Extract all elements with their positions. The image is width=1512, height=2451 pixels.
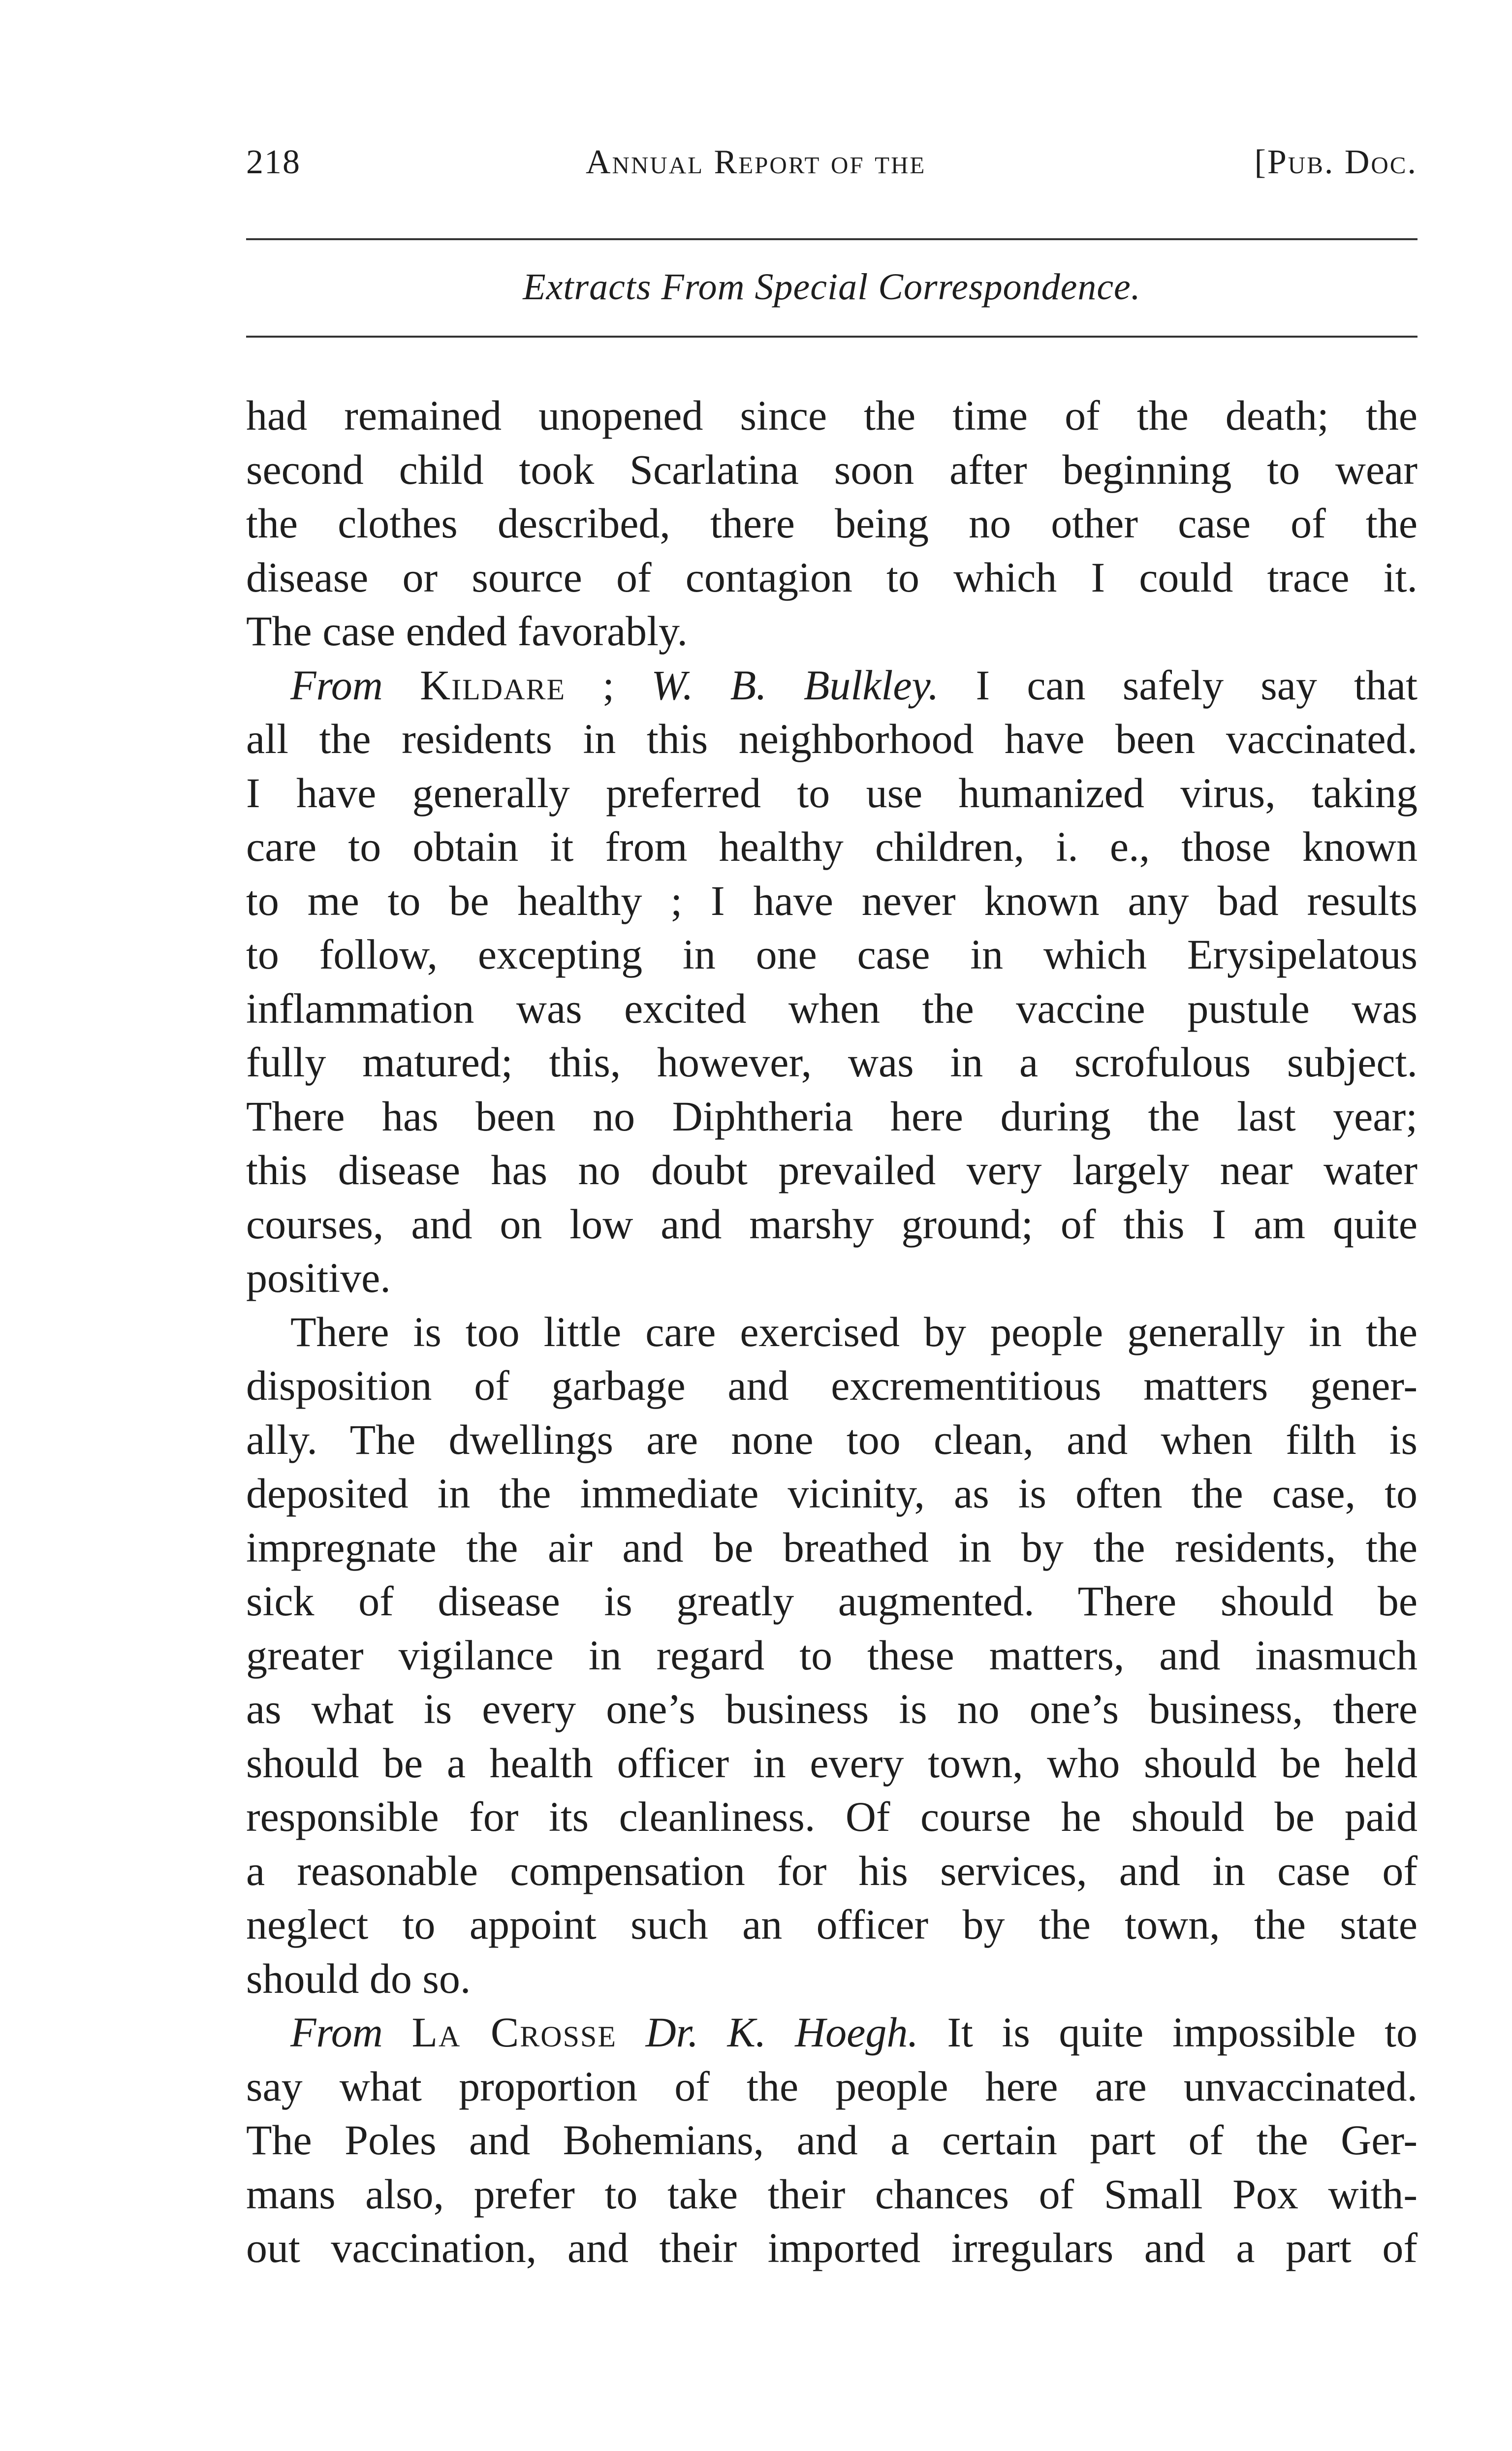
- text-line: There has been no Diphtheria here during the last year;: [246, 1092, 1418, 1140]
- text-line: responsible for its cleanliness. Of course he should be paid: [246, 1793, 1418, 1840]
- text-line: to me to be healthy ; I have never known any bad results: [246, 877, 1418, 924]
- text-line: positive.: [246, 1254, 391, 1301]
- text-line: impregnate the air and be breathed in by the residents, the: [246, 1523, 1418, 1571]
- running-header: [246, 143, 1418, 197]
- text-line: courses, and on low and marshy ground; of this I am quite: [246, 1200, 1418, 1248]
- text-line: I have generally preferred to use humanized virus, taking: [246, 769, 1418, 817]
- header-rule-top: [246, 238, 1418, 240]
- text-line: had remained unopened since the time of the death; the: [246, 392, 1418, 439]
- text-line: to follow, excepting in one case in which Erysipelatous: [246, 931, 1418, 978]
- text-line-lead: [246, 2006, 1418, 2060]
- text-line: fully matured; this, however, was in a scrofulous subject.: [246, 1038, 1418, 1086]
- text-line: out vaccination, and their imported irregulars and a part of: [246, 2224, 1418, 2271]
- page-number: 218: [246, 143, 301, 181]
- place-name: Kildare: [420, 661, 566, 709]
- text-line: disease or source of contagion to which I could trace it.: [246, 553, 1418, 601]
- text-line: disposition of garbage and excrementitious matters gener-: [246, 1362, 1418, 1409]
- lead-rest: I can safely say that: [939, 661, 1418, 709]
- text-line: The Poles and Bohemians, and a certain part of the Ger-: [246, 2116, 1418, 2164]
- text-line: as what is every one’s business is no one’s business, there: [246, 1685, 1418, 1732]
- text-line-lead: [246, 659, 1418, 713]
- header-rule-bottom: [246, 336, 1418, 338]
- from-word: From: [290, 2009, 383, 2056]
- text-line: this disease has no doubt prevailed very largely near water: [246, 1146, 1418, 1194]
- text-line: a reasonable compensation for his services, and in case of: [246, 1847, 1418, 1894]
- text-line: inflammation was excited when the vaccine pustule was: [246, 984, 1418, 1032]
- text-line: care to obtain it from healthy children, i. e., those known: [246, 823, 1418, 870]
- text-line: The case ended favorably.: [246, 607, 688, 655]
- text-line: say what proportion of the people here are unvaccinated.: [246, 2062, 1418, 2110]
- text-line: mans also, prefer to take their chances of Small Pox with-: [246, 2170, 1418, 2218]
- text-line: greater vigilance in regard to these matters, and inasmuch: [246, 1631, 1418, 1679]
- text-line: There is too little care exercised by people generally in the: [290, 1308, 1418, 1355]
- paragraph-sanitation: [246, 1305, 1418, 2006]
- from-word: From: [290, 661, 383, 709]
- text-line: sick of disease is greatly augmented. There should be: [246, 1577, 1418, 1625]
- place-separator: [617, 2009, 646, 2056]
- paragraph-1: [246, 389, 1418, 659]
- text-line: neglect to appoint such an officer by the town, the state: [246, 1901, 1418, 1948]
- text-line: all the residents in this neighborhood have been vaccinated.: [246, 715, 1418, 762]
- section-heading: Extracts From Special Correspondence.: [523, 266, 1141, 308]
- lead-rest: It is quite impossible to: [918, 2009, 1418, 2056]
- place-separator: ;: [566, 661, 652, 709]
- paragraph-la-crosse: [246, 2006, 1418, 2275]
- correspondent-name: W. B. Bulkley.: [651, 661, 939, 709]
- doc-tag: [Pub. Doc.: [1254, 143, 1418, 181]
- paragraph-kildare: [246, 659, 1418, 1305]
- running-title: Annual Report of the: [586, 143, 926, 181]
- text-line: deposited in the immediate vicinity, as is often the case, to: [246, 1470, 1418, 1517]
- place-name: La Crosse: [411, 2009, 617, 2056]
- body-text: [246, 389, 1418, 2275]
- text-line: should do so.: [246, 1954, 471, 2002]
- text-line: should be a health officer in every town, who should be held: [246, 1739, 1418, 1787]
- text-line: the clothes described, there being no other case of the: [246, 500, 1418, 547]
- text-line: second child took Scarlatina soon after beginning to wear: [246, 445, 1418, 493]
- text-line: ally. The dwellings are none too clean, and when filth is: [246, 1415, 1418, 1463]
- correspondent-name: Dr. K. Hoegh.: [645, 2009, 918, 2056]
